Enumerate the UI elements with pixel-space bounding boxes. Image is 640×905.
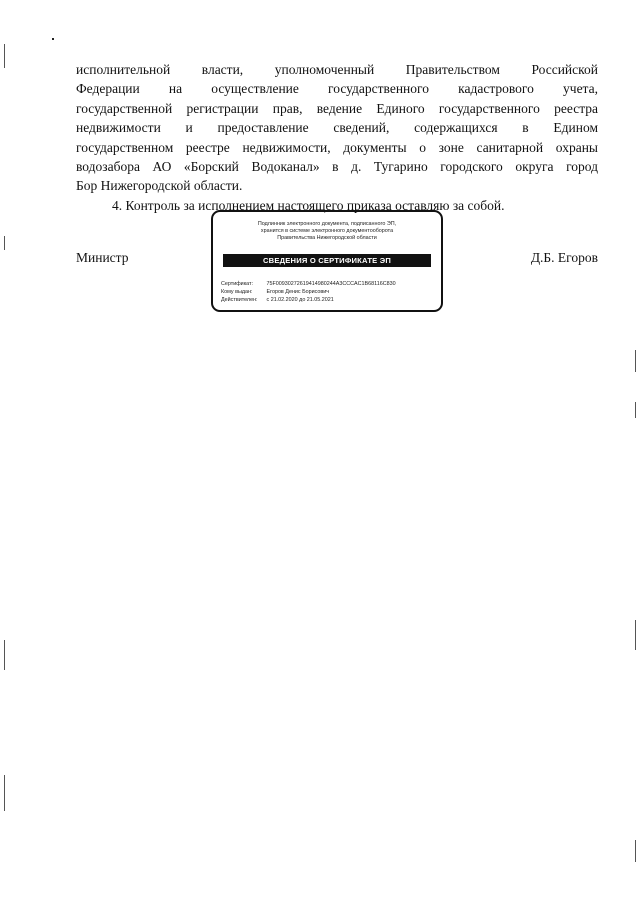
document-body bbox=[76, 60, 598, 215]
paragraph-line: государственном реестре недвижимости, документы о зоне санитарной охраны bbox=[76, 139, 598, 155]
paragraph-line: Федерации на осуществление государственного кадастрового учета, bbox=[76, 81, 598, 97]
issued-to-label: Кому выдан: bbox=[221, 289, 253, 295]
stamp-header-line: Подлинник электронного документа, подписанного ЭП, bbox=[257, 221, 397, 227]
scan-edge-mark bbox=[4, 640, 5, 670]
signatory-name: Д.Б. Егоров bbox=[530, 250, 598, 265]
issued-to-value: Егоров Денис Борисович bbox=[266, 289, 330, 295]
paragraph-line: Бор Нижегородской области. bbox=[76, 178, 243, 194]
stamp-banner: СВЕДЕНИЯ О СЕРТИФИКАТЕ ЭП bbox=[223, 254, 431, 267]
scan-edge-mark bbox=[4, 236, 5, 250]
certificate-row bbox=[221, 280, 396, 288]
stamp-header-line: хранится в системе электронного документооборота bbox=[260, 228, 394, 235]
valid-row bbox=[221, 296, 396, 304]
scan-edge-mark bbox=[635, 350, 636, 372]
stamp-details bbox=[221, 280, 396, 304]
paragraph-line: исполнительной власти, уполномоченный Правительством Российской bbox=[76, 62, 598, 77]
certificate-stamp bbox=[211, 210, 443, 312]
scan-edge-mark bbox=[4, 775, 5, 811]
paragraph-line: недвижимости и предоставление сведений, содержащихся в Едином bbox=[76, 120, 598, 136]
scan-edge-mark bbox=[4, 44, 5, 68]
paragraph-line: государственной регистрации прав, ведение Единого государственного реестра bbox=[76, 100, 598, 116]
certificate-label: Сертификат: bbox=[221, 281, 254, 287]
paragraph-line: водозабора АО «Борский Водоканал» в д. Тугарино городского округа город bbox=[76, 159, 598, 175]
item-4: 4. Контроль за исполнением настоящего приказа оставляю за собой. bbox=[112, 197, 505, 213]
scan-edge-mark bbox=[635, 620, 636, 650]
stamp-header-line: Правительства Нижегородской области bbox=[277, 235, 377, 242]
scan-speck bbox=[52, 38, 54, 40]
scan-edge-mark bbox=[635, 840, 636, 862]
valid-label: Действителен: bbox=[221, 297, 258, 303]
issued-to-row bbox=[221, 288, 396, 296]
stamp-header bbox=[217, 221, 437, 243]
signatory-title: Министр bbox=[76, 250, 129, 265]
valid-value: с 21.02.2020 до 21.05.2021 bbox=[266, 297, 334, 303]
scan-edge-mark bbox=[635, 402, 636, 418]
certificate-value: 75F00930272619414980244A3CCCAC1B68116C830 bbox=[266, 281, 396, 287]
